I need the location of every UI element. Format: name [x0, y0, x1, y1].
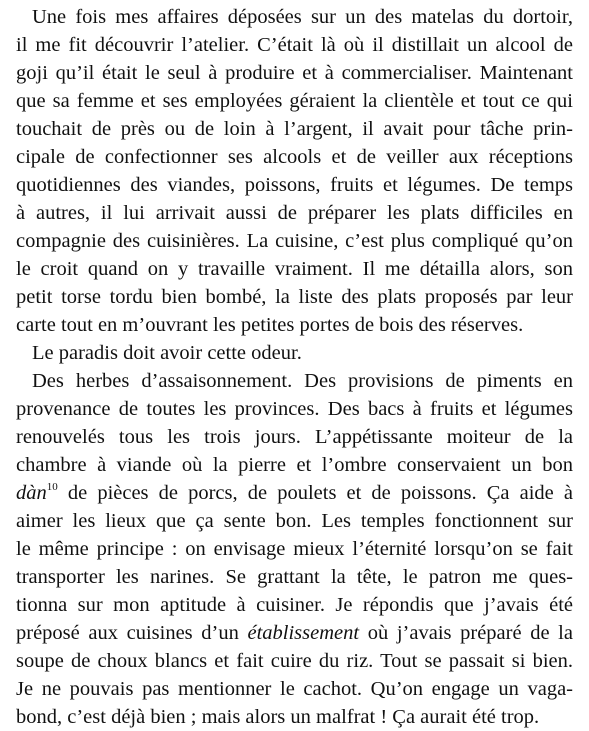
text-line: Une fois mes affaires déposées sur un des matelas du dortoir,: [32, 6, 573, 28]
text-line: bond, c’est déjà bien ; mais alors un malfrat ! Ça aurait été trop.: [16, 706, 540, 728]
text-line: carte tout en m’ouvrant les petites portes de bois des réserves.: [16, 314, 524, 336]
text-line: aimer les lieux que ça sente bon. Les temples fonctionnent sur: [16, 510, 573, 532]
text-line: tionna sur mon aptitude à cuisiner. Je répondis que j’avais été: [16, 594, 573, 616]
text-line: provenance de toutes les provinces. Des bacs à fruits et légumes: [16, 398, 573, 420]
text-line: soupe de choux blancs et fait cuire du riz. Tout se passait si bien.: [16, 650, 573, 672]
text-line: [16, 619, 573, 647]
text-line: à autres, il lui arrivait aussi de préparer les plats difficiles en: [16, 202, 573, 224]
text-line: cipale de confectionner ses alcools et de veiller aux réceptions: [16, 146, 573, 168]
text-line: goji qu’il était le seul à produire et à commercialiser. Maintenant: [16, 62, 573, 84]
text-line: transporter les narines. Se grattant la tête, le patron me ques-: [16, 566, 573, 588]
text-span: de pièces de porcs, de poulets et de poissons. Ça aide à: [57, 482, 573, 504]
footnote-marker[interactable]: 10: [46, 481, 58, 493]
text-line: Des herbes d’assaisonnement. Des provisions de piments en: [32, 370, 573, 392]
foreign-word: dàn: [16, 482, 47, 504]
text-line: il me fit découvrir l’atelier. C’était là où il distillait un alcool de: [16, 34, 573, 56]
text-line: touchait de près ou de loin à l’argent, il avait pour tâche prin-: [16, 118, 573, 140]
text-line: chambre à viande où la pierre et l’ombre conservaient un bon: [16, 454, 573, 476]
text-line: petit torse tordu bien bombé, la liste des plats proposés par leur: [16, 286, 573, 308]
text-line: [16, 479, 573, 507]
text-line: le même principe : on envisage mieux l’éternité lorsqu’on se fait: [16, 538, 573, 560]
text-line: Le paradis doit avoir cette odeur.: [32, 342, 302, 364]
text-line: que sa femme et ses employées géraient la clientèle et tout ce qui: [16, 90, 573, 112]
italic-word: établissement: [247, 622, 360, 644]
text-line: le croit quand on y travaille vraiment. Il me détailla alors, son: [16, 258, 573, 280]
text-line: Je ne pouvais pas mentionner le cachot. Qu’on engage un vaga-: [16, 678, 573, 700]
text-line: renouvelés tous les trois jours. L’appétissante moiteur de la: [16, 426, 573, 448]
text-line: quotidiennes des viandes, poissons, fruits et légumes. De temps: [16, 174, 573, 196]
text-line: compagnie des cuisinières. La cuisine, c’est plus compliqué qu’on: [16, 230, 573, 252]
text-span: où j’avais préparé de la: [359, 622, 573, 644]
text-span: préposé aux cuisines d’un: [16, 622, 248, 644]
